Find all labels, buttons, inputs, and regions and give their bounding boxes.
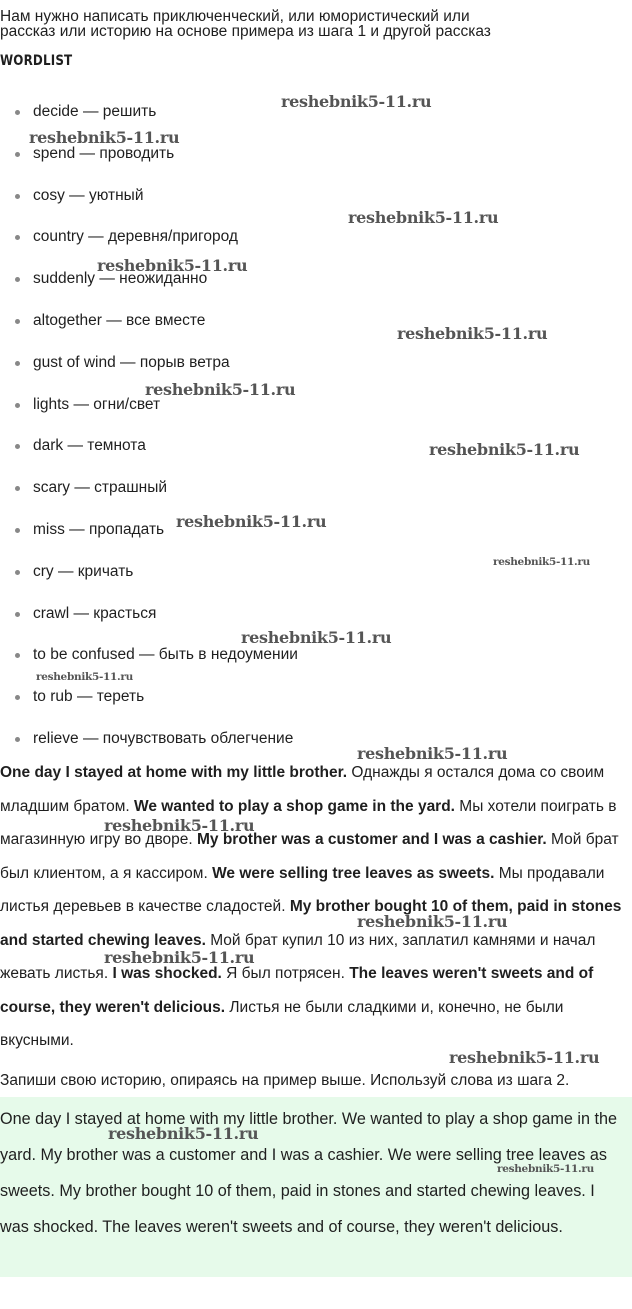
wordlist-term: lights — огни/свет bbox=[33, 395, 161, 413]
bullet-icon bbox=[15, 612, 20, 617]
watermark: reshebnik5-11.ru bbox=[348, 208, 499, 227]
watermark: reshebnik5-11.ru bbox=[497, 1163, 594, 1175]
watermark: reshebnik5-11.ru bbox=[397, 324, 548, 343]
bullet-icon bbox=[15, 194, 20, 199]
wordlist-term: miss — пропадать bbox=[33, 520, 165, 538]
bullet-icon bbox=[15, 403, 20, 408]
watermark: reshebnik5-11.ru bbox=[104, 948, 255, 967]
story-sentence-en: My brother bought 10 of them, paid in stones and started chewing leaves. bbox=[0, 898, 622, 949]
wordlist-term: dark — темнота bbox=[33, 437, 146, 455]
wordlist-heading: WORDLIST bbox=[0, 53, 73, 69]
intro-text: Нам нужно написать приключенческий, или юмористический или bbox=[0, 8, 470, 25]
watermark: reshebnik5-11.ru bbox=[493, 556, 590, 568]
bullet-icon bbox=[15, 695, 20, 700]
wordlist-term: cry — кричать bbox=[33, 562, 134, 580]
wordlist-term: crawl — красться bbox=[33, 604, 157, 622]
watermark: reshebnik5-11.ru bbox=[97, 256, 248, 275]
watermark: reshebnik5-11.ru bbox=[104, 816, 255, 835]
watermark: reshebnik5-11.ru bbox=[449, 1048, 600, 1067]
bullet-icon bbox=[15, 737, 20, 742]
task-instruction: Запиши свою историю, опираясь на пример выше. Используй слова из шага 2. bbox=[0, 1072, 570, 1089]
story-sentence-ru: Мой брат был клиентом, а я кассиром. bbox=[0, 831, 619, 882]
watermark: reshebnik5-11.ru bbox=[108, 1124, 259, 1143]
wordlist-term: relieve — почувствовать облегчение bbox=[33, 729, 294, 747]
wordlist-term: to be confused — быть в недоумении bbox=[33, 646, 298, 664]
bullet-icon bbox=[15, 319, 20, 324]
wordlist-term: gust of wind — порыв ветра bbox=[33, 353, 230, 371]
intro-text-cut: рассказ или историю на основе примера из шага 1 и другой рассказ bbox=[0, 23, 491, 40]
bullet-icon bbox=[15, 361, 20, 366]
wordlist-term: decide — решить bbox=[33, 103, 157, 120]
example-story bbox=[0, 756, 622, 1058]
story-sentence-en: My brother was a customer and I was a cashier. bbox=[196, 831, 547, 848]
bullet-icon bbox=[15, 528, 20, 533]
bullet-icon bbox=[15, 486, 20, 491]
story-sentence-ru: Я был потрясен. bbox=[221, 965, 350, 982]
wordlist-term: to rub — тереть bbox=[33, 688, 145, 706]
answer-text: One day I stayed at home with my little brother. We wanted to play a shop game in the yard. My brother was a customer and I was a cashier. We were selling tree leaves as sweets. My brother bought 10 of them, paid in stones and started chewing leaves. I was shocked. The leaves weren't sweets and of course, they weren't delicious. bbox=[0, 1110, 617, 1236]
watermark: reshebnik5-11.ru bbox=[29, 128, 180, 147]
story-sentence-en: One day I stayed at home with my little brother. bbox=[0, 764, 348, 781]
wordlist-term: country — деревня/пригород bbox=[33, 228, 238, 246]
watermark: reshebnik5-11.ru bbox=[241, 628, 392, 647]
wordlist-term: cosy — уютный bbox=[33, 186, 144, 204]
watermark: reshebnik5-11.ru bbox=[145, 380, 296, 399]
watermark: reshebnik5-11.ru bbox=[357, 912, 508, 931]
wordlist-term: altogether — все вместе bbox=[33, 311, 206, 329]
bullet-icon bbox=[15, 444, 20, 449]
wordlist-term: scary — страшный bbox=[33, 479, 168, 497]
story-sentence-en: I was shocked. bbox=[112, 965, 222, 982]
wordlist-term: spend — проводить bbox=[33, 144, 175, 162]
story-sentence-ru: Однажды я остался дома со своим младшим братом. bbox=[0, 764, 605, 815]
story-sentence-en: We wanted to play a shop game in the yard. bbox=[134, 797, 455, 815]
bullet-icon bbox=[15, 235, 20, 240]
wordlist-term: suddenly — неожиданно bbox=[33, 270, 208, 288]
bullet-icon bbox=[15, 110, 20, 115]
watermark: reshebnik5-11.ru bbox=[176, 512, 327, 531]
story-sentence-en: We were selling tree leaves as sweets. bbox=[212, 864, 495, 882]
watermark: reshebnik5-11.ru bbox=[36, 671, 133, 683]
watermark: reshebnik5-11.ru bbox=[357, 744, 508, 763]
story-sentence-ru: Мы продавали листья деревьев в качестве сладостей. bbox=[0, 864, 605, 915]
bullet-icon bbox=[15, 277, 20, 282]
bullet-icon bbox=[15, 653, 20, 658]
watermark: reshebnik5-11.ru bbox=[429, 440, 580, 459]
story-sentence-ru: Мой брат купил 10 из них, заплатил камнями и начал жевать листья. bbox=[0, 931, 596, 982]
watermark: reshebnik5-11.ru bbox=[281, 92, 432, 111]
story-sentence-ru: Листья не были сладкими и, конечно, не были вкусными. bbox=[0, 998, 564, 1049]
story-sentence-en: The leaves weren't sweets and of course, they weren't delicious. bbox=[0, 965, 594, 1016]
bullet-icon bbox=[15, 152, 20, 157]
bullet-icon bbox=[15, 570, 20, 575]
story-sentence-ru: Мы хотели поиграть в магазинную игру во дворе. bbox=[0, 797, 617, 848]
